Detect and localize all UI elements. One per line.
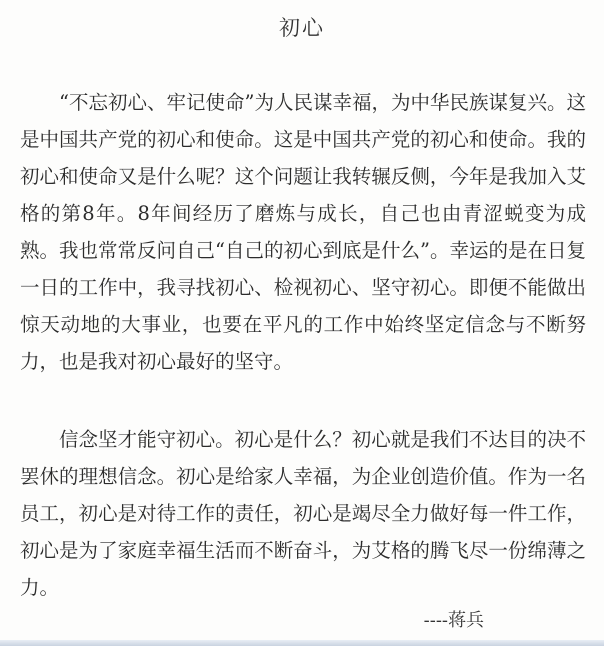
page-bottom-edge xyxy=(0,640,604,646)
paragraph-1: “不忘初心、牢记使命”为人民谋幸福，为中华民族谋复兴。这是中国共产党的初心和使命。这是中国共产党的初心和使命。我的初心和使命又是什么呢？这个问题让我转辗反侧，今年是我加入艾格的第8年。8年间经历了磨炼与成长，自己也由青涩蜕变为成熟。我也常常反问自己“自己的初心到底是什么”。幸运的是在日复一日的工作中，我寻找初心、检视初心、坚守初心。即便不能做出惊天动地的大事业，也要在平凡的工作中始终坚定信念与不断努力，也是我对初心最好的坚守。 xyxy=(20,91,586,373)
author-signature: ----蒋兵 xyxy=(423,610,484,631)
paragraph-2: 信念坚才能守初心。初心是什么？初心就是我们不达目的决不罢休的理想信念。初心是给家人幸福，为企业创造价值。作为一名员工，初心是对待工作的责任，初心是竭尽全力做好每一件工作，初心是为了家庭幸福生活而不断奋斗，为艾格的腾飞尽一份绵薄之力。 xyxy=(20,428,586,599)
document-title: 初心 xyxy=(279,16,325,40)
